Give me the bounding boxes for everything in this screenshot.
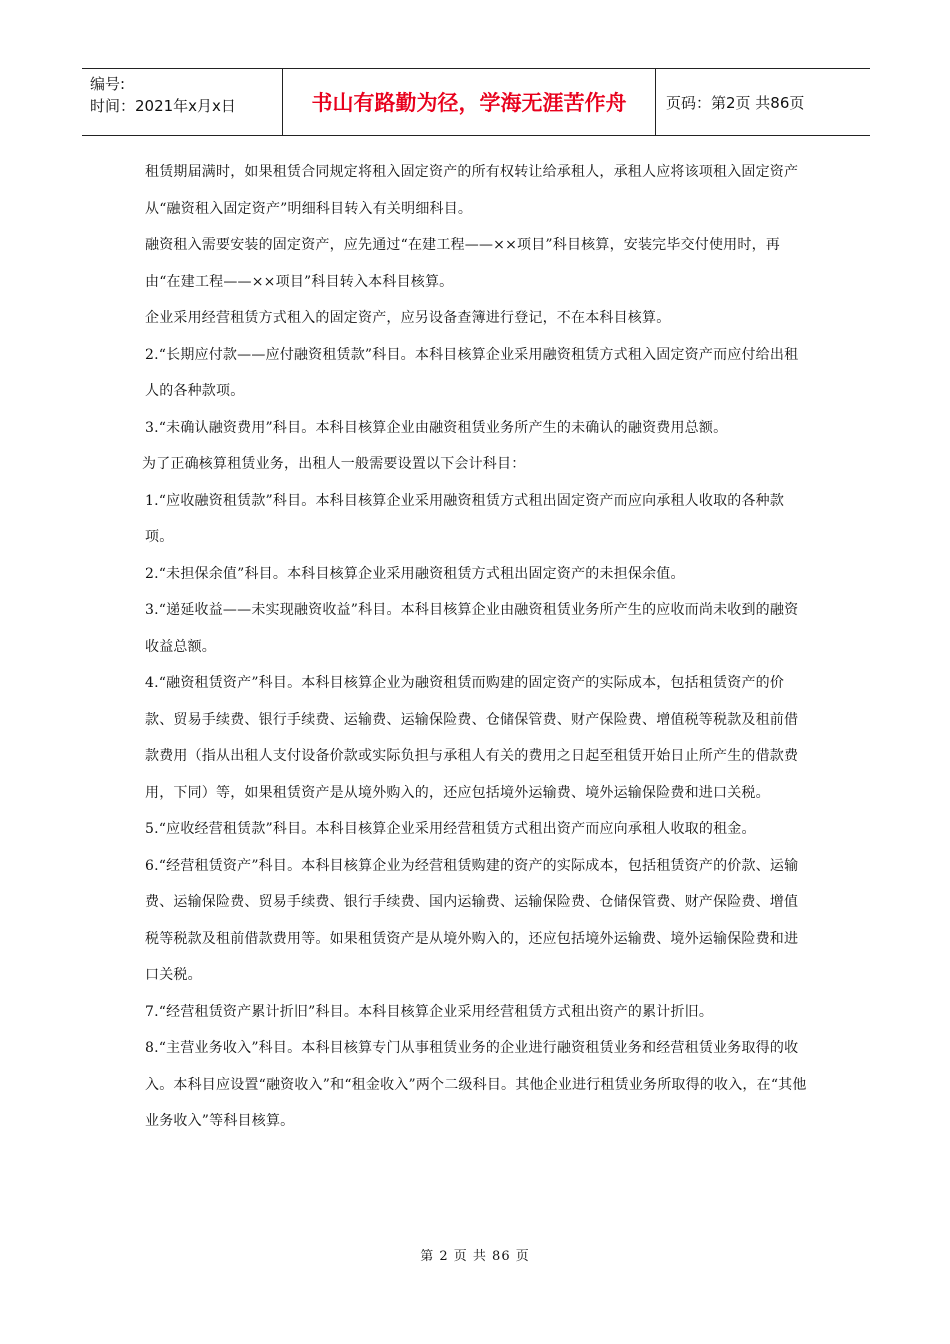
time-label: 时间：2021年x月x日 [90,97,236,115]
document-body [142,154,810,1140]
doc-number-label: 编号: [90,75,126,93]
paragraph: 2.“长期应付款——应付融资租赁款”科目。本科目核算企业采用融资租赁方式租入固定资产而应付给出租人的各种款项。 [145,346,799,399]
page-footer: 第 2 页 共 86 页 [420,1249,530,1264]
paragraph: 3.“递延收益——未实现融资收益”科目。本科目核算企业由融资租赁业务所产生的应收而尚未收到的融资收益总额。 [145,602,799,655]
paragraph: 3.“未确认融资费用”科目。本科目核算企业由融资租赁业务所产生的未确认的融资费用总额。 [145,419,728,436]
paragraph: 为了正确核算租赁业务，出租人一般需要设置以下会计科目： [142,456,526,472]
paragraph: 2.“未担保余值”科目。本科目核算企业采用融资租赁方式租出固定资产的未担保余值。 [145,565,685,582]
paragraph: 7.“经营租赁资产累计折旧”科目。本科目核算企业采用经营租赁方式租出资产的累计折旧。 [145,1003,714,1020]
paragraph: 4.“融资租赁资产”科目。本科目核算企业为融资租赁而购建的固定资产的实际成本，包括租赁资产的价款、贸易手续费、银行手续费、运输费、运输保险费、仓储保管费、财产保险费、增值税等税款及租前借款费用（指从出租人支付设备价款或实际负担与承租人有关的费用之日起至租赁开始日止所产生的借款费用，下同）等，如果租赁资产是从境外购入的，还应包括境外运输费、境外运输保险费和进口关税。 [145,675,799,801]
header-motto: 书山有路勤为径，学海无涯苦作舟 [282,69,656,135]
paragraph: 1.“应收融资租赁款”科目。本科目核算企业采用融资租赁方式租出固定资产而应向承租人收取的各种款项。 [145,492,785,545]
paragraph: 6.“经营租赁资产”科目。本科目核算企业为经营租赁购建的资产的实际成本，包括租赁资产的价款、运输费、运输保险费、贸易手续费、银行手续费、国内运输费、运输保险费、仓储保管费、财产保险费、增值税等税款及租前借款费用等。如果租赁资产是从境外购入的，还应包括境外运输费、境外运输保险费和进口关税。 [145,857,799,983]
paragraph: 租赁期届满时，如果租赁合同规定将租入固定资产的所有权转让给承租人，承租人应将该项租入固定资产从“融资租入固定资产”明细科目转入有关明细科目。 [145,164,799,217]
paragraph: 5.“应收经营租赁款”科目。本科目核算企业采用经营租赁方式租出资产而应向承租人收取的租金。 [145,821,756,837]
paragraph: 8.“主营业务收入”科目。本科目核算专门从事租赁业务的企业进行融资租赁业务和经营租赁业务取得的收入。本科目应设置“融资收入”和“租金收入”两个二级科目。其他企业进行租赁业务所取得的收入，在“其他业务收入”等科目核算。 [145,1040,807,1129]
header-page-indicator: 页码：第2页 共86页 [666,93,805,112]
paragraph: 企业采用经营租赁方式租入的固定资产，应另设备查簿进行登记，不在本科目核算。 [145,310,671,326]
header-meta [82,69,282,135]
page-header [82,68,870,136]
paragraph: 融资租入需要安装的固定资产，应先通过“在建工程——××项目”科目核算，安装完毕交付使用时，再由“在建工程——××项目”科目转入本科目核算。 [145,237,780,290]
